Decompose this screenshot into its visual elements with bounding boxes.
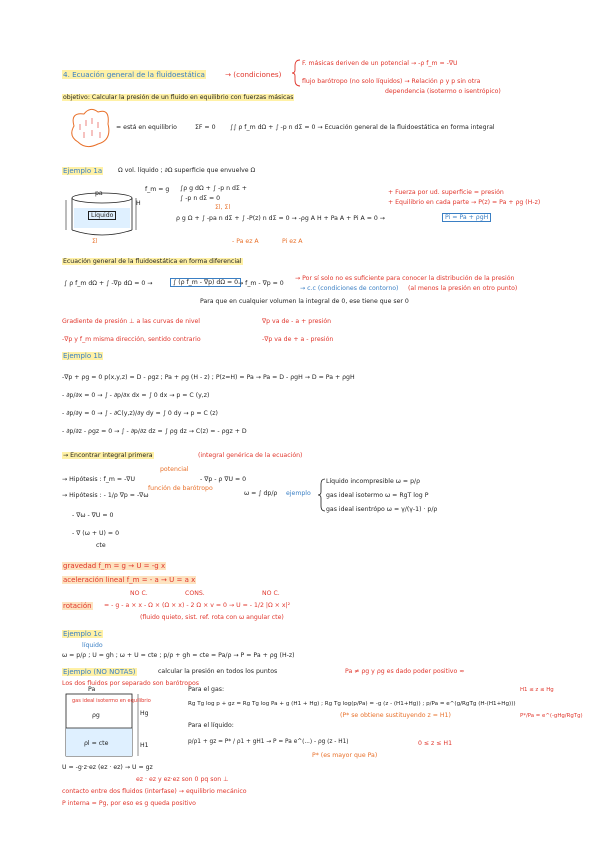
gravity-line: gravedad f_m = g → U = -g x: [63, 562, 166, 570]
example-1a-title: Ejemplo 1a: [63, 167, 103, 175]
liquid-note: líquido: [82, 642, 103, 649]
height-label: H: [136, 200, 141, 207]
pstar-eq: P*/Pa = e^(-gHg/RgTg): [520, 713, 583, 719]
example-1a-subtitle: Ω vol. líquido ; ∂Ω superficie que envuelve Ω: [118, 167, 256, 174]
omega-def: ω = ∫ dp/ρ: [244, 490, 278, 497]
diff-note-small: → c.c (condiciones de contorno): [300, 285, 399, 292]
hyp2-note: función de barótropo: [148, 485, 213, 492]
noc-2: NO C.: [262, 590, 280, 597]
equilibrium-note: = está en equilibrio: [116, 124, 177, 131]
rotation-note: (fluido quieto, sist. ref. rota con ω angular cte): [140, 614, 284, 621]
gas-equation: Rg Tg log p + gz = Rg Tg log Pa + g (H1 + Hg) ; Rg Tg log(p/Pa) = -g (z - (H1+Hg)) ; p/Pa = e^(g/RgTg (H-(H1+Hg))): [188, 701, 516, 707]
ejemplo-label: ejemplo: [286, 490, 311, 497]
gas-label: Para el gas:: [188, 686, 225, 693]
liquid-equation: p/ρ1 + gz = P* / ρ1 + gH1 → P = Pa e^(...) - ρg (z - H1): [188, 739, 349, 745]
contact-line: contacto entre dos fluidos (interfase) → equilibrio mecánico: [62, 788, 247, 795]
example-1b-line-1: -∇p + ρg = 0 p(x,y,z) = D - ρgz ; Pa + ρg (H - z) ; P(z=H) = Pa → Pa = D - ρgH → D = Pa + ρgH: [62, 374, 355, 381]
cte-label: cte: [96, 542, 106, 549]
potential-eq: U = -g·z·ez (ez · ez) → U = gz: [62, 764, 153, 771]
conditions-label: → (condiciones): [225, 70, 282, 79]
note-pressure: + Fuerza por ud. superficie = presión: [388, 189, 504, 196]
example-1d-desc: calcular la presión en todos los puntos: [158, 668, 278, 675]
integral-heading-note: (integral genérica de la ecuación): [198, 452, 303, 459]
integral-line-5: - ∇ω - ∇U = 0: [72, 512, 114, 519]
tank-pa: Pa: [88, 686, 96, 693]
example-1b-line-3: - ∂p/∂y = 0 → ∫ - ∂C(y,z)/∂y dy = ∫ 0 dy → p = C (z): [62, 410, 218, 417]
section-heading: 4. Ecuación general de la fluidoestática: [63, 70, 205, 79]
example-1d-desc-2: Los dos fluidos por separado son barótropos: [62, 680, 200, 687]
integral-heading: → Encontrar integral primera: [63, 452, 153, 459]
diff-note-2: (al menos la presión en otro punto): [408, 285, 518, 292]
contact-line-2: P interna = Pg, por eso es g queda positivo: [62, 800, 196, 807]
fm-eq: f_m = g: [145, 186, 170, 193]
hypothesis-1-eq: - ∇p - ρ ∇U = 0: [200, 476, 247, 483]
noc-1: NO C.: [130, 590, 148, 597]
diff-boxed: ∫ (ρ f_m - ∇p) dΩ = 0: [170, 279, 241, 287]
rotation-eq: = - g - a × x - Ω × (Ω × x) - 2 Ω × v = 0 → U = - 1/2 |Ω × x|²: [104, 602, 291, 609]
height-ineq: H1 ≤ z ≤ Hg: [520, 687, 554, 693]
brace-icon: [318, 478, 326, 512]
objective-line: objetivo: Calcular la presión de un fluido en equilibrio con fuerzas másicas: [63, 94, 294, 101]
condition-2b: dependencia (isotermo o isentrópico): [385, 88, 501, 95]
diff-heading: Ecuación general de la fluidoestática en forma diferencial: [63, 258, 242, 265]
condition-2: flujo barótropo (no solo líquidos) → Relación ρ y p sin otra: [302, 78, 481, 85]
tank-hg: Hg: [140, 710, 149, 717]
tank-h1: H1: [140, 742, 149, 749]
cons-label: CONS.: [185, 590, 205, 597]
hypothesis-1: → Hipótesis : f_m = -∇U: [62, 476, 135, 483]
diff-equation: ∫ ρ f_m dΩ + ∫ -∇p dΩ = 0 →: [64, 280, 153, 287]
brace-icon: [292, 58, 302, 88]
integral-top: ∫ρ g dΩ + ∫ -p n dΣ +: [180, 185, 247, 192]
condition-1: F. másicas deriven de un potencial → -ρ f_m = -∇U: [302, 60, 458, 67]
diff-note-3: Para que en cualquier volumen la integral de 0, ese tiene que ser 0: [200, 298, 409, 305]
gradient-line-1: Gradiente de presión ⊥ a las curvas de nivel: [62, 318, 201, 325]
hyp1-note: potencial: [160, 466, 189, 473]
under-term-1: - Pa ez A: [232, 238, 259, 245]
liquid-range: 0 ≤ z ≤ H1: [418, 740, 453, 747]
linear-accel-line: aceleración lineal f_m = - a → U = a x: [63, 576, 196, 584]
liquid-label: Para el líquido:: [188, 722, 234, 729]
sum-forces: ΣF = 0: [195, 124, 216, 131]
gradient-line-2r: -∇p va de + a - presión: [262, 336, 334, 343]
gradient-line-2: -∇p y f_m misma dirección, sentido contrario: [62, 336, 201, 343]
pa-label: pa: [95, 190, 103, 197]
boxed-result: Pi = Pa + ρgH: [442, 214, 491, 222]
tank-gas-note: gas ideal isotermo en equilibrio: [72, 698, 151, 704]
integral-line-6: - ∇ (ω + U) = 0: [72, 530, 120, 537]
gas-note: (P* se obtiene sustituyendo z = H1): [340, 712, 451, 719]
example-1b-line-2: - ∂p/∂x = 0 → ∫ - ∂p/∂x dx = ∫ 0 dx → p = C (y,z): [62, 392, 210, 399]
diff-note: → Por sí solo no es suficiente para conocer la distribución de la presión: [295, 275, 515, 282]
example-1c-eq: ω = p/ρ ; U = gh ; ω + U = cte ; p/ρ + gh = cte = Pa/ρ → P = Pa + ρg (H-z): [62, 652, 295, 659]
liquid-label: Líquido: [88, 212, 116, 220]
sigma-label: Σl: [92, 238, 98, 245]
integral-top2: ∫ -p n dΣ = 0: [180, 195, 221, 202]
fluid-blob-figure: [66, 104, 116, 152]
hypothesis-2: → Hipótesis : - 1/ρ ∇p = -∇ω: [62, 492, 149, 499]
lateral-label: Σl, Σl: [215, 204, 231, 211]
barotrope-liquid: Líquido incompresible ω = p/ρ: [326, 478, 421, 485]
rotation-label: rotación: [63, 602, 92, 610]
tank-rho-l: ρl = cte: [84, 740, 109, 747]
under-term-2: Pi ez A: [282, 238, 303, 245]
long-equation: ρ g Ω + ∫ -pa n dΣ + ∫ -P(z) n dΣ = 0 → -ρg A H + Pa A + Pi A = 0 →: [176, 215, 385, 222]
integral-form-line: ∫∫ ρ f_m dΩ + ∫ -p n dΣ = 0 → Ecuación general de la fluidoestática en forma integral: [230, 124, 495, 131]
note-equilibrium: + Equilibrio en cada parte → P(z) = Pa + ρg (H-z): [388, 199, 541, 206]
example-1d-title: Ejemplo (NO NOTAS): [63, 668, 136, 676]
example-1b-title: Ejemplo 1b: [63, 352, 103, 360]
barotrope-isentropic: gas ideal isentrópo ω = γ/(γ-1) · p/ρ: [326, 506, 438, 513]
diff-result: → f_m - ∇p = 0: [238, 280, 284, 287]
example-1c-title: Ejemplo 1c: [63, 630, 102, 638]
pstar-note: P* (es mayor que Pa): [312, 752, 378, 759]
orthogonal-note: ez · ez y ez·ez son 0 pq son ⊥: [136, 776, 229, 783]
gradient-line-1r: ∇p va de - a + presión: [262, 318, 332, 325]
example-1d-desc-r: Pa ≠ ρg y ρg es dado poder positivo ≈: [345, 668, 465, 675]
example-1b-line-4: - ∂p/∂z - ρgz = 0 → ∫ - ∂p/∂z dz = ∫ ρg dz → C(z) = - ρgz + D: [62, 428, 247, 435]
tank-rho-g: ρg: [92, 712, 100, 719]
barotrope-isothermal: gas ideal isotermo ω = RgT log P: [326, 492, 429, 499]
